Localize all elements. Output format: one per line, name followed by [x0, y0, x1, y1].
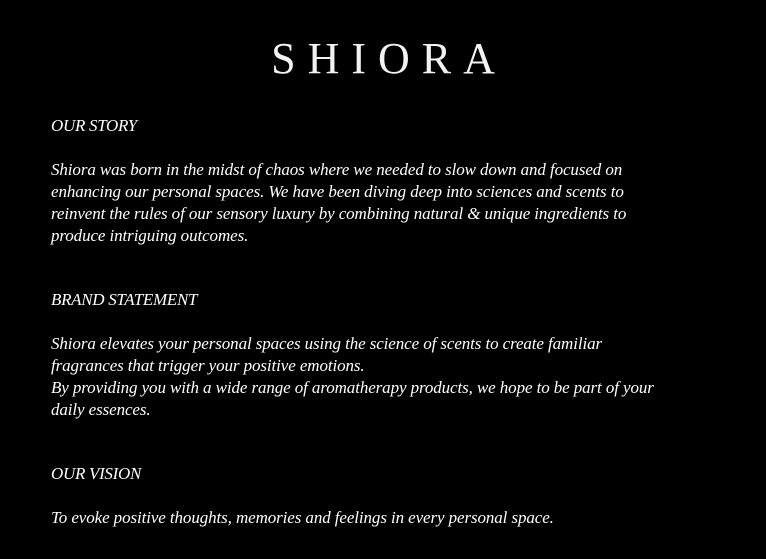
- paragraph-line: reinvent the rules of our sensory luxury by combining natural & unique ingredients to: [51, 204, 627, 223]
- paragraph-line: fragrances that trigger your positive emotions.: [51, 356, 365, 375]
- paragraph-line: Shiora elevates your personal spaces using the science of scents to create familiar: [51, 334, 603, 353]
- section-brand-statement: [51, 289, 751, 421]
- brand-logo: SHIORA: [271, 34, 507, 83]
- paragraph-line: daily essences.: [51, 400, 151, 419]
- section-paragraph-our-vision: [51, 507, 751, 529]
- section-paragraph-brand-statement: [51, 333, 751, 421]
- section-our-vision: [51, 463, 751, 529]
- paragraph-line: enhancing our personal spaces. We have been diving deep into sciences and scents to: [51, 182, 624, 201]
- paragraph-line: To evoke positive thoughts, memories and feelings in every personal space.: [51, 508, 554, 527]
- about-content: [51, 115, 751, 529]
- section-heading-our-vision: OUR VISION: [51, 464, 142, 483]
- section-our-story: [51, 115, 751, 247]
- paragraph-line: By providing you with a wide range of aromatherapy products, we hope to be part of your: [51, 378, 654, 397]
- paragraph-line: Shiora was born in the midst of chaos where we needed to slow down and focused on: [51, 160, 623, 179]
- section-paragraph-our-story: [51, 159, 751, 247]
- section-heading-our-story: OUR STORY: [51, 116, 137, 135]
- section-heading-brand-statement: BRAND STATEMENT: [51, 290, 198, 309]
- paragraph-line: produce intriguing outcomes.: [51, 226, 249, 245]
